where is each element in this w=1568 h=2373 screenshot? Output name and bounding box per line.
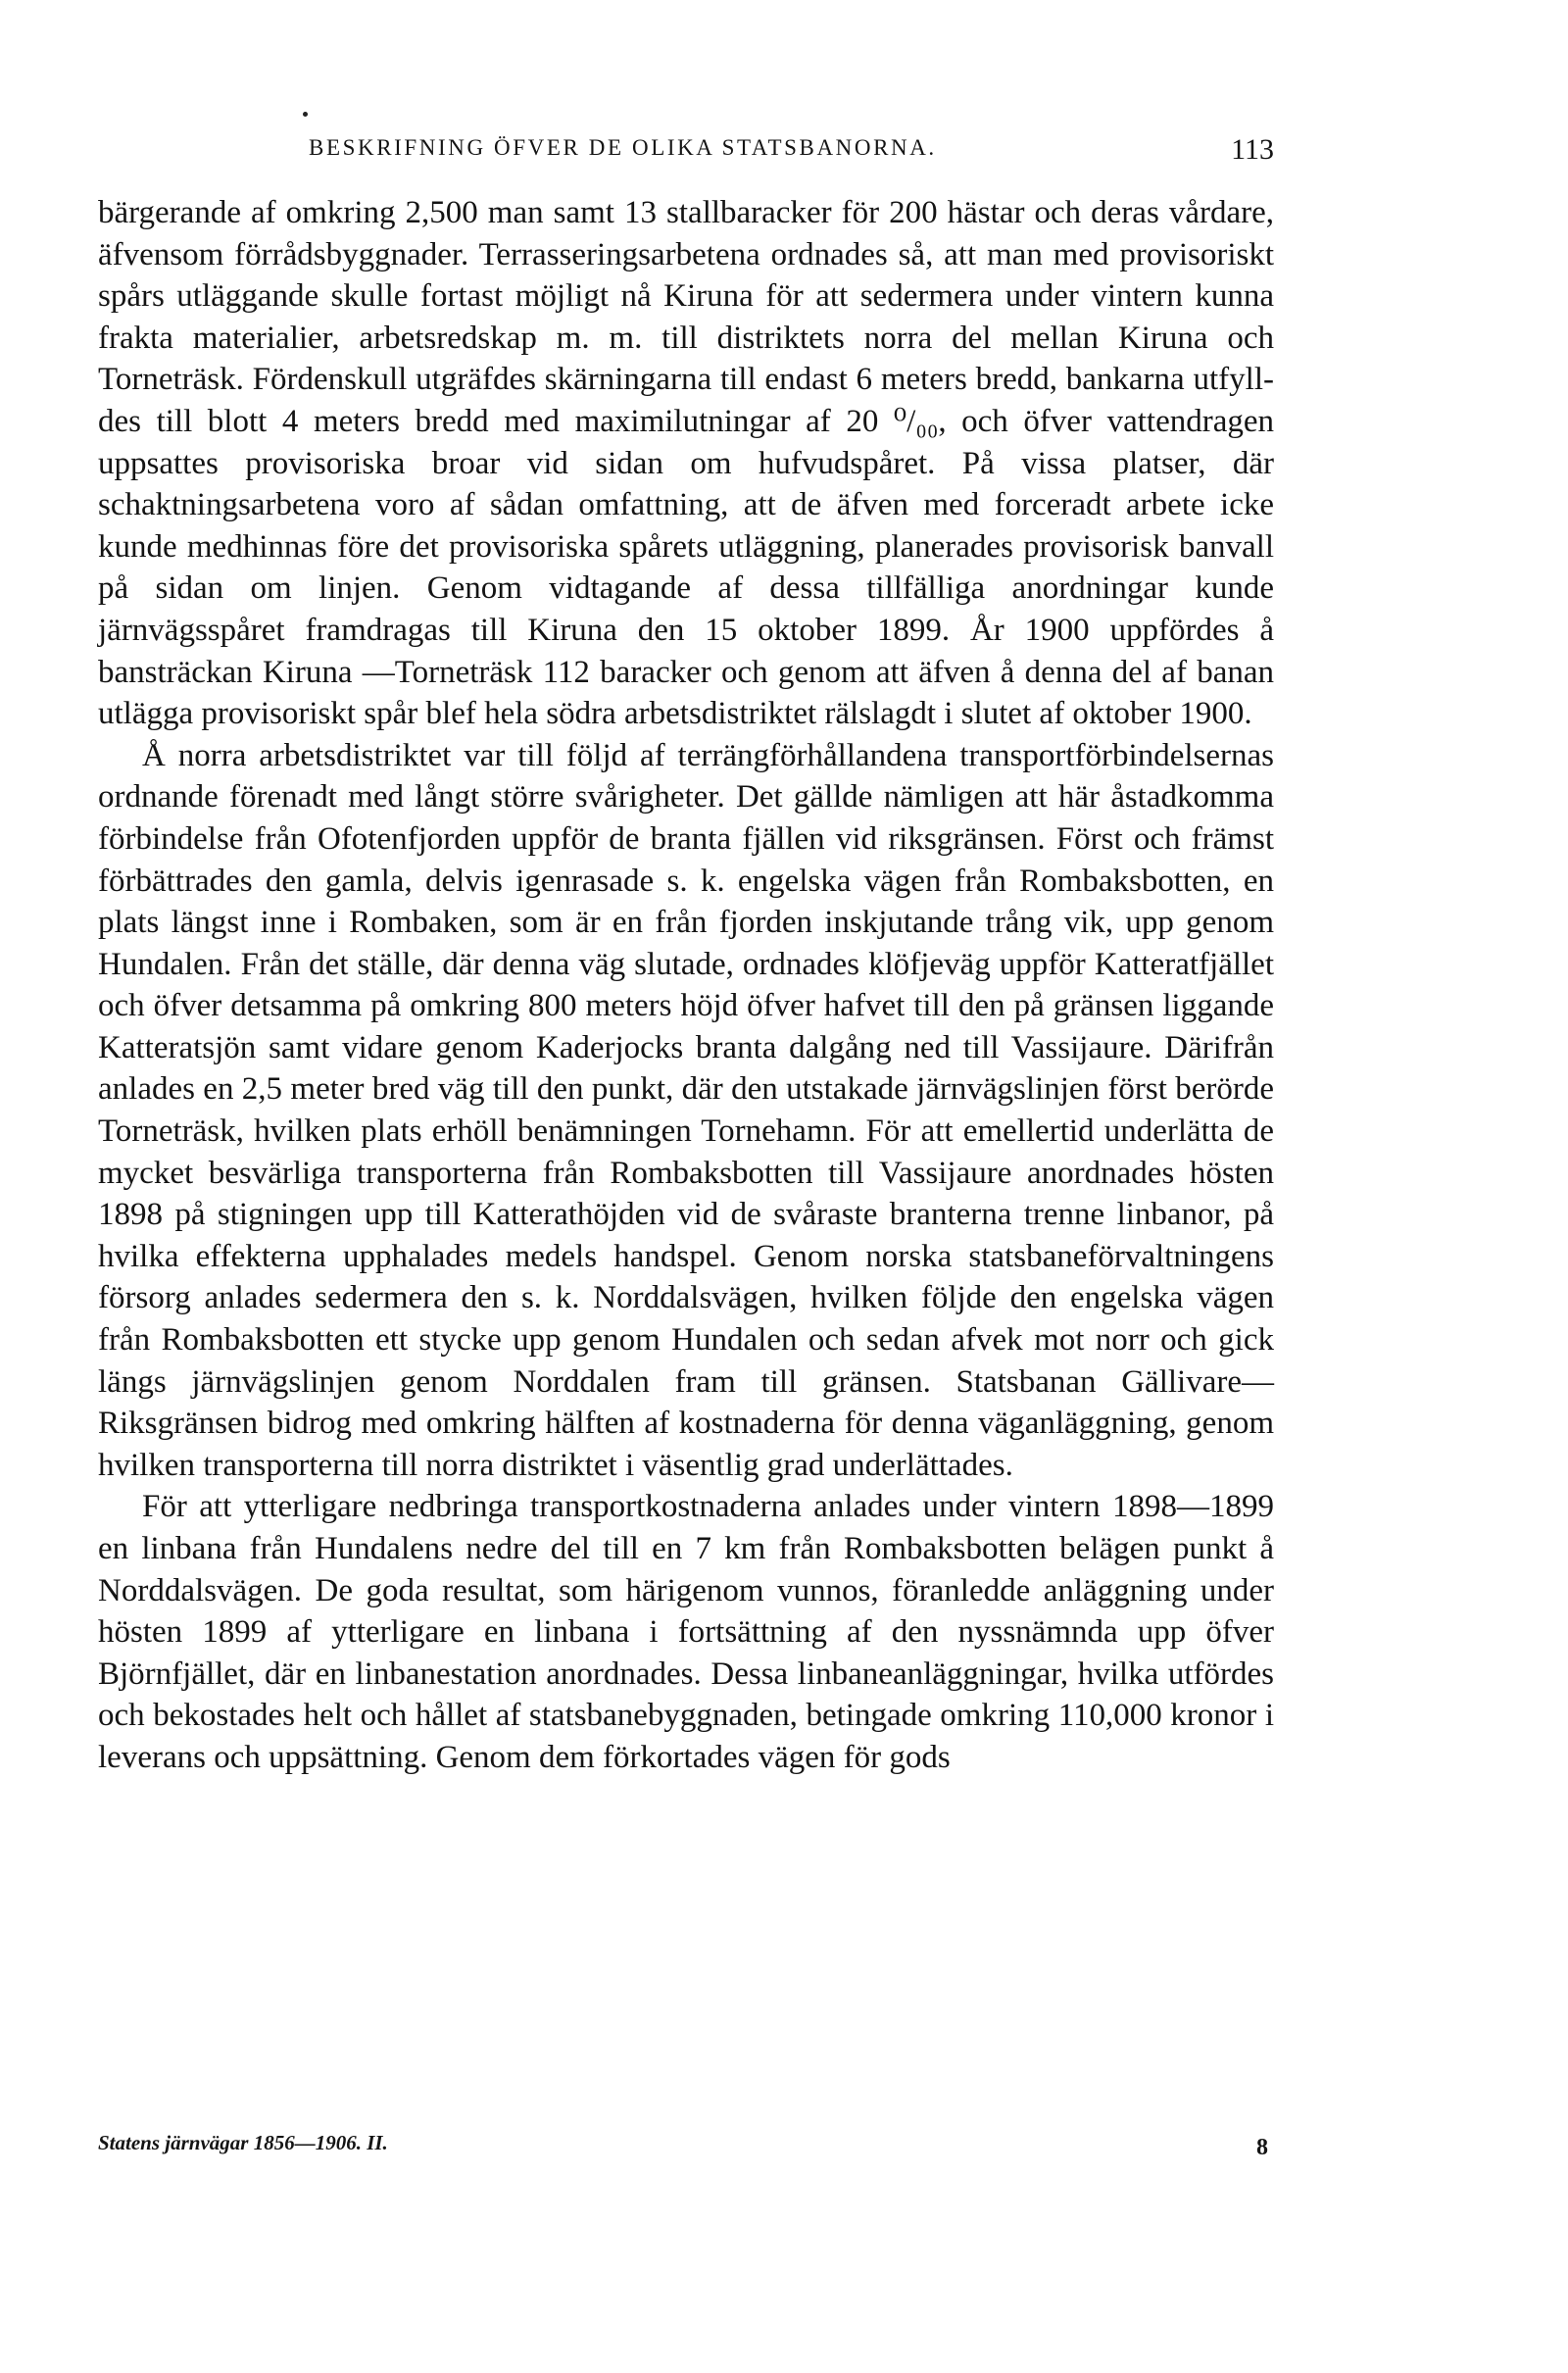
running-title: BESKRIFNING ÖFVER DE OLIKA STATSBANORNA. xyxy=(309,135,937,160)
running-header xyxy=(98,135,1274,174)
paragraph-2: Å norra arbetsdistriktet var till följd af terrängförhållandena transportförbindelsernas ordnande förenadt med långt större svårigheter. Det gällde nämligen att här åstadkomma förbindelse från Ofotenfjorden uppför de branta fjällen vid riksgränsen. Först och främst förbättrades den gamla, delvis igenrasade s. k. engelska vägen från Rombaksbotten, en plats längst inne i Rombaken, som är en från fjorden inskjutande trång vik, upp genom Hundalen. Från det ställe, där denna väg slutade, ordnades klöfjeväg uppför Katteratfjället och öfver detsamma på omkring 800 meters höjd öfver hafvet till den på gränsen liggande Katteratsjön samt vidare genom Kaderjocks branta dalgång ned till Vassijaure. Därifrån anlades en 2,5 meter bred väg till den punkt, där den utstakade järnvägslinjen först berörde Torneträsk, hvilken plats erhöll benämningen Tornehamn. För att emellertid underlätta de mycket besvärliga transporterna från Rombaksbotten till Vassijaure anordnades hösten 1898 på stigningen upp till Katterathöjden vid de svåraste branterna trenne linbanor, på hvilka effekterna upphalades medels handspel. Genom norska statsbaneförvaltningens försorg anlades sedermera den s. k. Norddalsvägen, hvilken följde den engelska vägen från Rombaksbotten ett stycke upp genom Hundalen och sedan afvek mot norr och gick längs järnvägslinjen genom Norddalen fram till gränsen. Statsbanan Gällivare—Riksgränsen bidrog med omkring hälften af kostnaderna för denna väganläggning, genom hvilken transporterna till norra distriktet i väsentlig grad underlättades. xyxy=(98,737,1274,1483)
body-text xyxy=(98,192,1274,1779)
paragraph-1: bärgerande af omkring 2,500 man samt 13 stallbaracker för 200 hästar och deras vårdare, äfvensom förrådsbyggnader. Terrasseringsarbetena ordnades så, att man med provisoriskt spårs utläggande skulle fortast möjligt nå Kiruna för att sedermera under vintern kunna frakta materialier, arbetsredskap m. m. till distriktets norra del mellan Kiruna och Torneträsk. Fördenskull utgräfdes skärningarna till endast 6 meters bredd, bankarna utfylldes till blott 4 meters bredd med maximilutningar af 20 ⁰/₀₀, och öfver vattendragen uppsattes provisoriska broar vid sidan om hufvudspåret. På vissa platser, där schaktningsarbetena voro af sådan omfattning, att de äfven med forceradt arbete icke kunde medhinnas före det provisoriska spårets utläggning, planerades provisorisk banvall på sidan om linjen. Genom vidtagande af dessa tillfälliga anordningar kunde järnvägsspåret framdragas till Kiruna den 15 oktober 1899. År 1900 uppfördes å bansträckan Kiruna —Torneträsk 112 baracker och genom att äfven å denna del af banan utlägga provisoriskt spår blef hela södra arbetsdistriktet rälslagdt i slutet af oktober 1900. xyxy=(98,195,1274,732)
footer-source: Statens järnvägar 1856—1906. II. xyxy=(98,2131,388,2154)
page-number: 113 xyxy=(1231,133,1274,166)
ornament-dot xyxy=(303,112,308,117)
book-page xyxy=(98,0,1274,2373)
page-footer xyxy=(98,2131,1274,2170)
signature-mark: 8 xyxy=(1256,2135,1268,2160)
paragraph-3: För att ytterligare nedbringa transportkostnaderna anlades under vintern 1898—1899 en linbana från Hundalens nedre del till en 7 km från Rombaksbotten belägen punkt å Norddalsvägen. De goda resultat, som härigenom vunnos, föranledde anläggning under hösten 1899 af ytterligare en linbana i fortsättning af den nyssnämnda upp öfver Björnfjället, där en linbanestation anordnades. Dessa linbaneanläggningar, hvilka utfördes och bekostades helt och hållet af statsbanebyggnaden, betingade omkring 110,000 kronor i leverans och uppsättning. Genom dem förkortades vägen för gods xyxy=(98,1489,1274,1775)
